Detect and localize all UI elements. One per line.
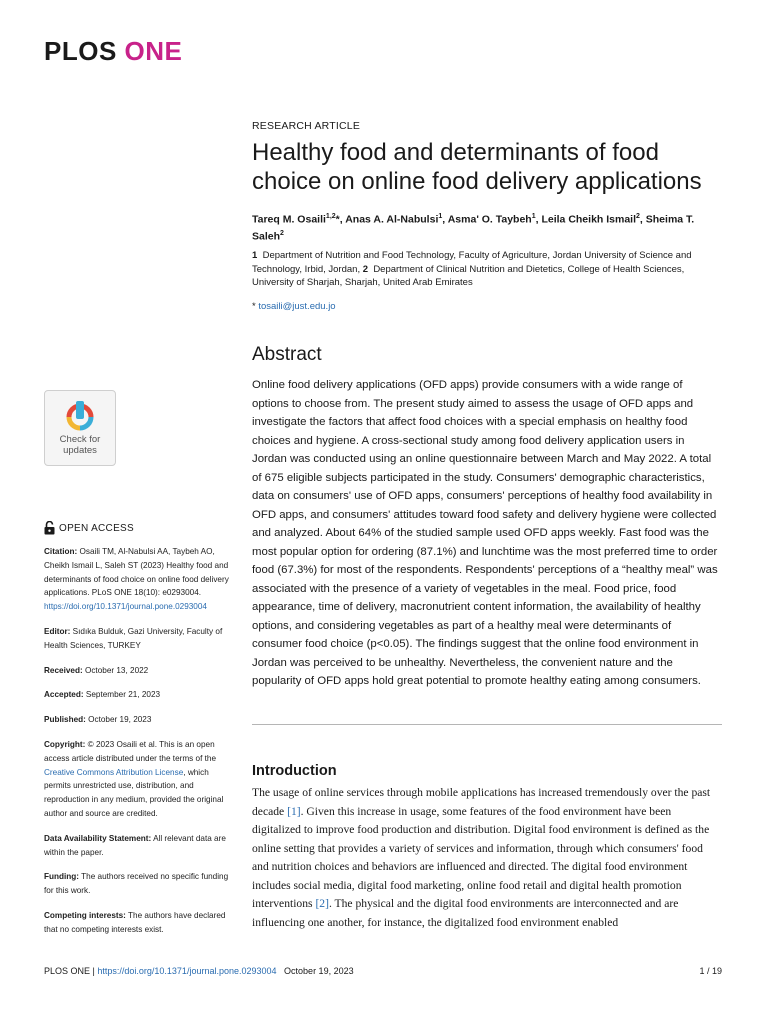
accepted-date: September 21, 2023 [85,690,161,700]
data-availability-label: Data Availability Statement: [44,833,152,843]
funding-block [44,870,234,898]
copyright-text-end: , which permits unrestricted use, distribution, and reproduction in any medium, provided the original author and source are credited. [44,767,224,818]
journal-logo [44,36,182,67]
author-affil: 2 [636,213,640,220]
copyright-label: Copyright: [44,739,86,749]
email-link[interactable]: tosaili@just.edu.jo [258,301,336,312]
author-affil: 1,2 [325,213,336,220]
intro-text-3: . The physical and the digital food environments are interconnected and are influencing one another, for instance, the digitalized food environment enabled [252,897,679,929]
affil-text: Department of Nutrition and Food Technology, Faculty of Agriculture, Jordan University of Science and Technology, Irbid, Jordan, [252,250,692,275]
corresponding-email [252,301,336,312]
author-list: Tareq M. Osaili$^{1,2}$*, Anas A. Al-Nabulsi$^1$, Asma' O. Taybeh$^1$, Leila Cheikh Ismail$^2$, Sheima T. Saleh$^2$ [252,213,695,242]
introduction-text [252,784,722,932]
accepted-block [44,688,234,702]
funding-text: The authors received no specific funding for this work. [44,872,229,896]
citation-text: Osaili TM, Al-Nabulsi AA, Taybeh AO, Cheikh Ismail L, Saleh ST (2023) Healthy food and determinants of food choice on online food delivery applications. PLoS ONE 18(10): e0293004. [44,547,229,598]
received-date: October 13, 2022 [84,665,149,675]
competing-interests-label: Competing interests: [44,910,126,920]
published-date: October 19, 2023 [88,715,152,725]
logo-one: ONE [116,36,183,66]
open-lock-icon [44,521,55,535]
published-label: Published: [44,715,86,725]
footer-doi-link[interactable]: https://doi.org/10.1371/journal.pone.0293004 [97,966,277,976]
received-label: Received: [44,665,83,675]
author-affil: 2 [280,229,284,237]
badge-label [45,435,115,456]
published-block [44,713,234,727]
open-access-text: OPEN ACCESS [59,522,134,534]
page-footer [44,966,722,976]
author-name[interactable]: Anas A. Al-Nabulsi [345,213,439,226]
check-for-updates-badge[interactable] [44,390,116,466]
author-name[interactable]: Asma' O. Taybeh [447,213,532,226]
article-metadata-sidebar [44,545,234,948]
editor-label: Editor: [44,626,71,636]
reference-link[interactable]: [2] [315,897,329,910]
check-updates-icon [65,397,95,433]
affil-number: 2 [362,263,369,275]
competing-interests-text: The authors have declared that no competing interests exist. [44,910,226,934]
citation-doi-link[interactable]: https://doi.org/10.1371/journal.pone.0293004 [44,602,207,612]
affil-number: 1 [252,250,258,261]
citation-block [44,545,234,614]
editor-text: Sıdıka Bulduk, Gazi University, Faculty of Health Sciences, TURKEY [44,626,223,650]
badge-line-1: Check for [59,434,101,445]
reference-link[interactable]: [1] [287,804,301,818]
accepted-label: Accepted: [44,690,84,700]
intro-text-2: . Given this increase in usage, some features of the food environment have been digitalized to improve food production and distribution. Digital food environment is defined as the online setting that provides a variety of services and information, through which consumers' food and nutrition choices and behaviors are influenced and directed. The digital food environment includes social media, digital food marketing, online food retail and digital health promotion interventions [252,804,710,910]
author-name[interactable]: Sheima T. Saleh [252,213,695,242]
footer-date: October 19, 2023 [284,966,354,976]
abstract-divider [252,724,722,725]
author-name[interactable]: Tareq M. Osaili [252,213,326,226]
citation-label: Citation: [44,547,78,556]
email-mark: * [252,301,256,312]
footer-left [44,966,354,976]
author-name[interactable]: Leila Cheikh Ismail [541,213,637,226]
affil-text: Department of Clinical Nutrition and Dietetics, College of Health Sciences, University of Sharjah, Sharjah, United Arab Emirates [252,263,685,288]
introduction-heading: Introduction [252,763,337,779]
author-affil: 1 [531,213,536,220]
corresponding-mark: * [335,213,340,226]
abstract-heading: Abstract [252,344,322,365]
competing-interests-block [44,909,234,937]
author-affil: 1 [438,213,443,220]
data-availability-text: All relevant data are within the paper. [44,833,226,857]
received-block [44,664,234,678]
license-link[interactable]: Creative Commons Attribution License [44,767,184,777]
editor-block [44,625,234,653]
footer-journal: PLOS ONE | [44,966,95,976]
article-type: RESEARCH ARTICLE [252,120,361,132]
article-title: Healthy food and determinants of food choice on online food delivery applications [252,139,702,195]
abstract-text: Online food delivery applications (OFD apps) provide consumers with a wide range of options to choose from. The present study aimed to assess the usage of OFD apps and investigate the factors that affect food choices with a special emphasis on healthy food choices and hygiene. A cross-sectional study among food delivery application users in Jordan was conducted using an online questionnaire between March and May 2022. A total of 675 eligible subjects participated in the study. Consumers' demographic characteristics, data on consumers' use of OFD apps, consumers' perceptions of healthy food availability in OFD apps, and consumers' attitudes toward food safety and delivery hygiene were collected and analyzed. About 64% of the studied sample used OFD apps weekly. Fast food was the most popular option for ordering (87.1%) and lunchtime was the most preferred time to order food (67.3%) for most of the respondents. Respondents' perceptions of a “healthy meal” was associated with the presence of a variety of vegetables in the meal. Food price, food appearance, time of delivery, macronutrient content information, the availability of healthy options, and considering vegetables as part of a healthy meal were determinants of consumer food choice (p<0.05). The findings suggest that the online food environment in Jordan was perceived to be unhealthy. Nevertheless, the convenient nature and the popularity of OFD apps hold great potential to promote healthy eating among consumers. [252,379,718,687]
open-access-label [44,521,134,535]
copyright-text: © 2023 Osaili et al. This is an open access article distributed under the terms of the [44,739,217,763]
intro-text-1: The usage of online services through mobile applications has increased tremendously over the past decade [252,786,711,818]
badge-line-2: updates [63,444,97,456]
logo-plos: PLOS [44,36,117,66]
data-availability-block [44,832,234,860]
funding-label: Funding: [44,872,80,882]
page-number: 1 / 19 [699,966,722,976]
affiliations [252,249,722,290]
copyright-block [44,738,234,821]
